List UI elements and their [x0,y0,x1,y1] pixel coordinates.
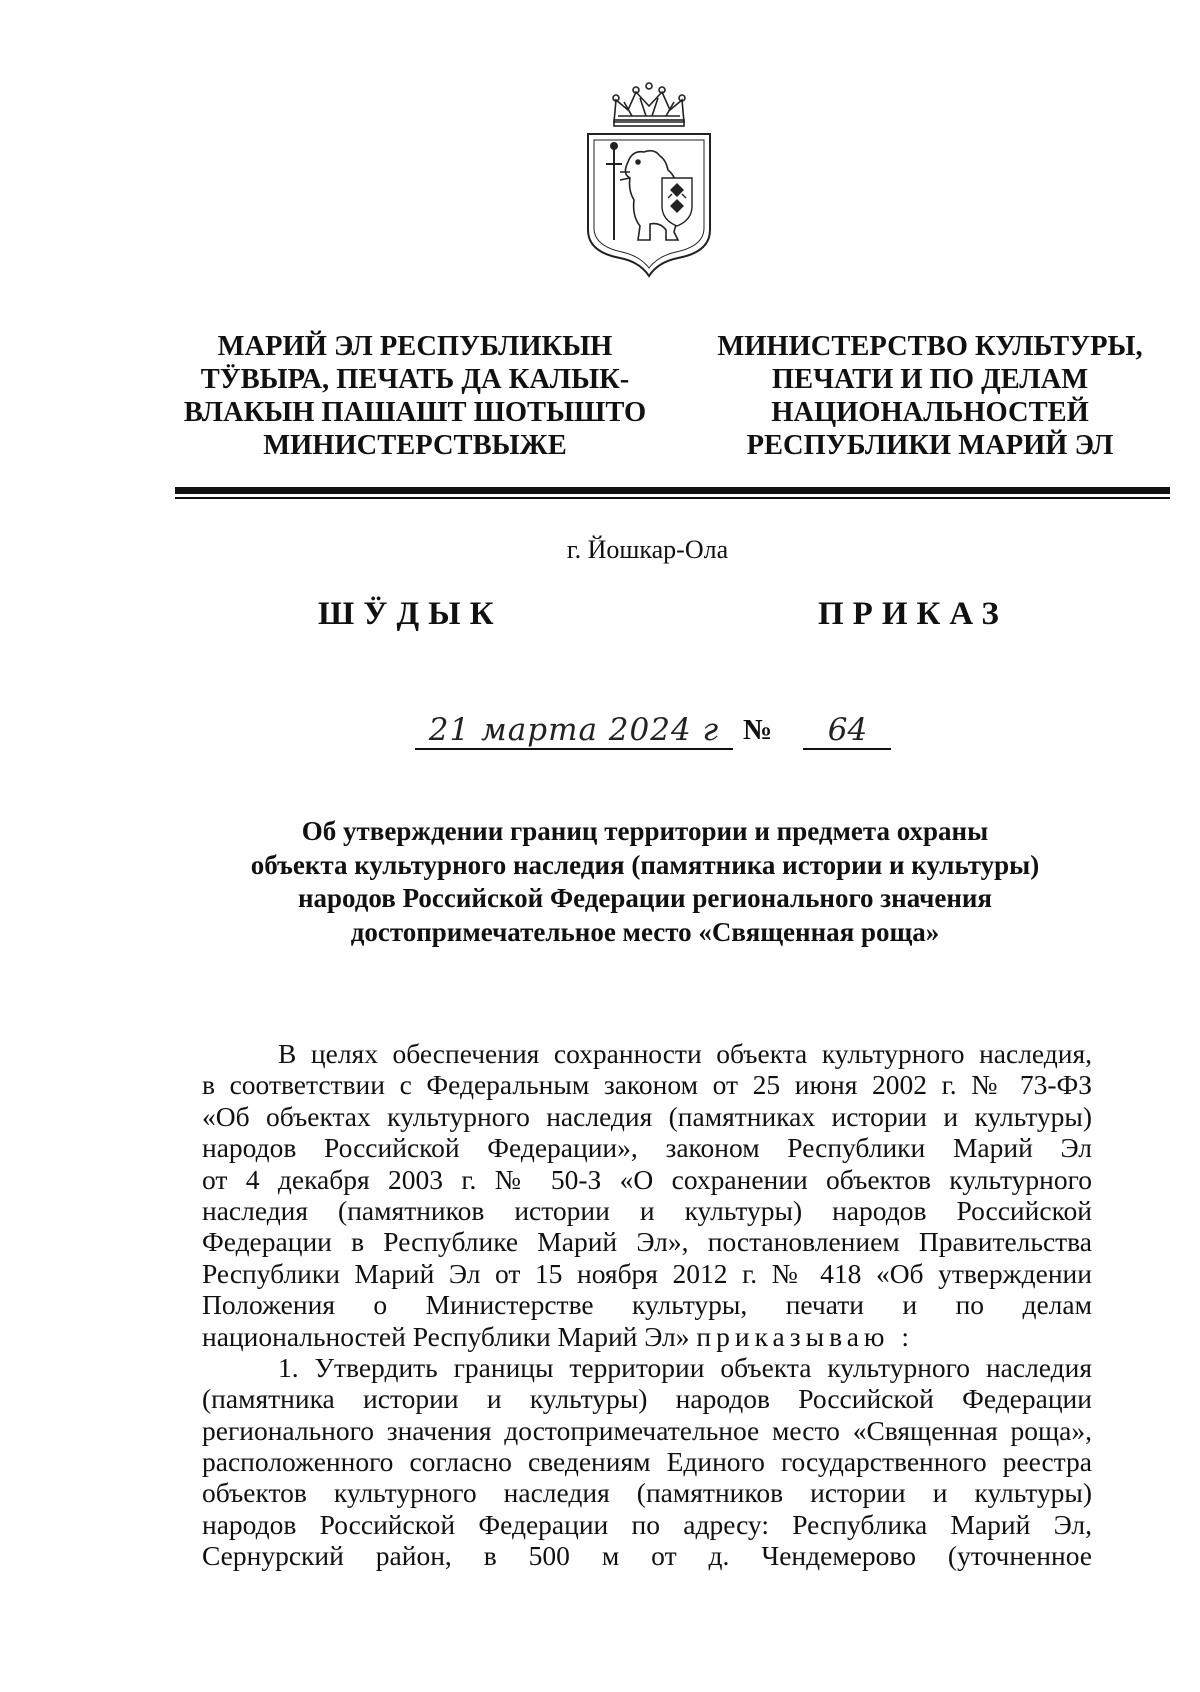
header-divider-thin [175,497,1170,499]
body-line: 1. Утвердить границы территории объекта культурного наследия [278,1351,1092,1383]
header-left-line: ВЛАКЫН ПАШАШТ ШОТЫШТО [183,397,647,428]
body-line: Федерации в Республике Марий Эл», постановлением Правительства [202,1226,1092,1258]
body-line: Республики Марий Эл от 15 ноября 2012 г. № 418 «Об утверждении [202,1257,1092,1289]
header-right-line: МИНИСТЕРСТВО КУЛЬТУРЫ, [717,331,1143,362]
header-left-line: МАРИЙ ЭЛ РЕСПУБЛИКЫН [217,331,613,362]
header-left-marian [165,330,665,462]
number-underline [803,748,891,750]
body-line: народов Российской Федерации», законом Республики Марий Эл [202,1132,1092,1164]
body-line: В целях обеспечения сохранности объекта культурного наследия, [278,1038,1092,1069]
body-line: национальностей Республики Марий Эл» [202,1320,690,1352]
body-line-with-decree [202,1321,1092,1352]
body-line: расположенного согласно сведениям Единого государственного реестра [202,1446,1092,1478]
order-date-number [415,712,895,756]
order-number-label: № [743,714,773,746]
document-title [150,815,1140,949]
body-line: регионального значения достопримечательное место «Священная роща», [202,1414,1092,1446]
doc-type-marian: ШӰДЫК [318,596,503,632]
order-date-handwritten: 21 марта 2024 г [428,712,720,748]
header-right-line: РЕСПУБЛИКИ МАРИЙ ЭЛ [746,430,1114,461]
date-underline [415,748,733,750]
header-right-line: НАЦИОНАЛЬНОСТЕЙ [771,397,1089,428]
header-left-line: МИНИСТЕРСТВЫЖЕ [263,430,567,461]
body-line: от 4 декабря 2003 г. № 50-З «О сохранении объектов культурного [202,1163,1092,1195]
coat-of-arms-emblem [580,82,718,278]
crown-icon [613,83,685,126]
body-line: (памятника истории и культуры) народов Российской Федерации [202,1383,1092,1415]
doc-type-russian: ПРИКАЗ [818,596,1008,632]
body-line: наследия (памятников истории и культуры) народов Российской [202,1194,1092,1226]
title-line: народов Российской Федерации регионального значения [297,883,993,913]
body-line: в соответствии с Федеральным законом от 25 июня 2002 г. № 73-ФЗ [202,1069,1092,1101]
body-line: народов Российской Федерации по адресу: Республика Марий Эл, [202,1508,1092,1540]
header-right-russian [690,330,1170,462]
decree-word: приказываю : [696,1320,914,1352]
header-left-line: ТӰВЫРА, ПЕЧАТЬ ДА КАЛЫК- [200,364,630,395]
document-body [202,1038,1092,1572]
body-line: объектов культурного наследия (памятников истории и культуры) [202,1477,1092,1509]
order-number-handwritten: 64 [827,712,868,748]
title-line: Об утверждении границ территории и предмета охраны [301,816,989,846]
body-line: «Об объектах культурного наследия (памятниках истории и культуры) [202,1100,1092,1132]
title-line: объекта культурного наследия (памятника истории и культуры) [250,849,1040,880]
header-right-line: ПЕЧАТИ И ПО ДЕЛАМ [771,364,1089,395]
city-name: г. Йошкар-Ола [566,535,729,564]
body-line: Положения о Министерстве культуры, печати и по делам [202,1289,1092,1321]
body-line: Сернурский район, в 500 м от д. Чендемерово (уточненное [202,1540,1092,1572]
small-shield-icon [662,178,692,226]
header-divider-thick [175,487,1170,494]
title-line: достопримечательное место «Священная роща» [350,916,940,947]
